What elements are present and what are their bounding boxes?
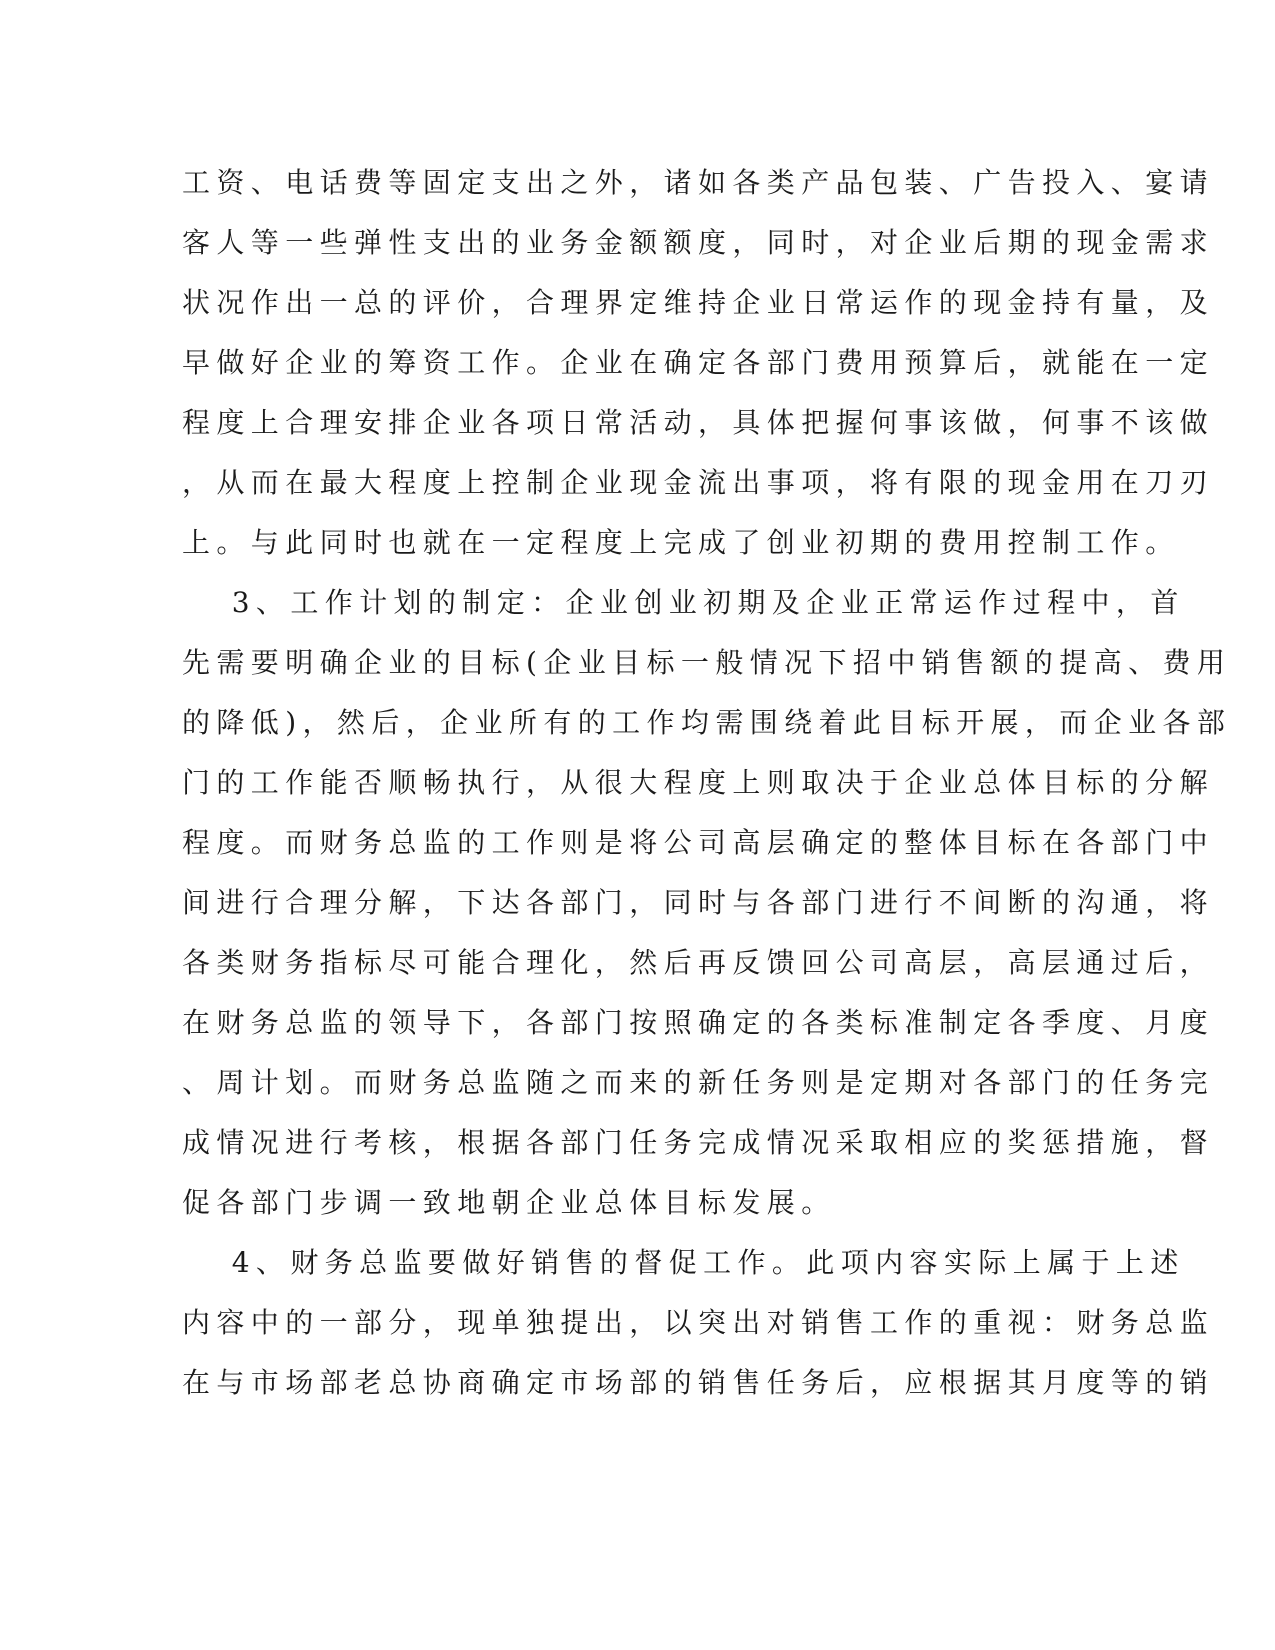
text-line: 在财务总监的领导下，各部门按照确定的各类标准制定各季度、月度 [182, 1006, 1215, 1039]
text-line: 各类财务指标尽可能合理化，然后再反馈回公司高层，高层通过后， [182, 946, 1215, 979]
text-line: 促各部门步调一致地朝企业总体目标发展。 [182, 1186, 836, 1219]
text-line: 程度上合理安排企业各项日常活动，具体把握何事该做，何事不该做 [182, 406, 1215, 439]
text-line: 门的工作能否顺畅执行，从很大程度上则取决于企业总体目标的分解 [182, 766, 1215, 799]
text-line: 、周计划。而财务总监随之而来的新任务则是定期对各部门的任务完 [182, 1066, 1215, 1099]
text-line: 成情况进行考核，根据各部门任务完成情况采取相应的奖惩措施，督 [182, 1126, 1215, 1159]
text-line: 上。与此同时也就在一定程度上完成了创业初期的费用控制工作。 [182, 526, 1180, 559]
body-text [182, 162, 1232, 1422]
text-line: ，从而在最大程度上控制企业现金流出事项，将有限的现金用在刀刃 [182, 466, 1215, 499]
text-line: 工资、电话费等固定支出之外，诸如各类产品包装、广告投入、宴请 [182, 166, 1215, 199]
text-line: 内容中的一部分，现单独提出，以突出对销售工作的重视：财务总监 [182, 1306, 1215, 1339]
text-line: 在与市场部老总协商确定市场部的销售任务后，应根据其月度等的销 [182, 1366, 1215, 1399]
text-line: 先需要明确企业的目标(企业目标一般情况下招中销售额的提高、费用 [182, 646, 1232, 679]
text-line: 程度。而财务总监的工作则是将公司高层确定的整体目标在各部门中 [182, 826, 1215, 859]
text-line: 早做好企业的筹资工作。企业在确定各部门费用预算后，就能在一定 [182, 346, 1215, 379]
paragraph-3-start: 3、工作计划的制定：企业创业初期及企业正常运作过程中，首 [182, 586, 1185, 619]
text-line: 状况作出一总的评价，合理界定维持企业日常运作的现金持有量，及 [182, 286, 1215, 319]
text-line: 的降低)，然后，企业所有的工作均需围绕着此目标开展，而企业各部 [182, 706, 1232, 739]
text-line: 客人等一些弹性支出的业务金额额度，同时，对企业后期的现金需求 [182, 226, 1215, 259]
paragraph-4-start: 4、财务总监要做好销售的督促工作。此项内容实际上属于上述 [182, 1246, 1185, 1279]
text-line: 间进行合理分解，下达各部门，同时与各部门进行不间断的沟通，将 [182, 886, 1215, 919]
